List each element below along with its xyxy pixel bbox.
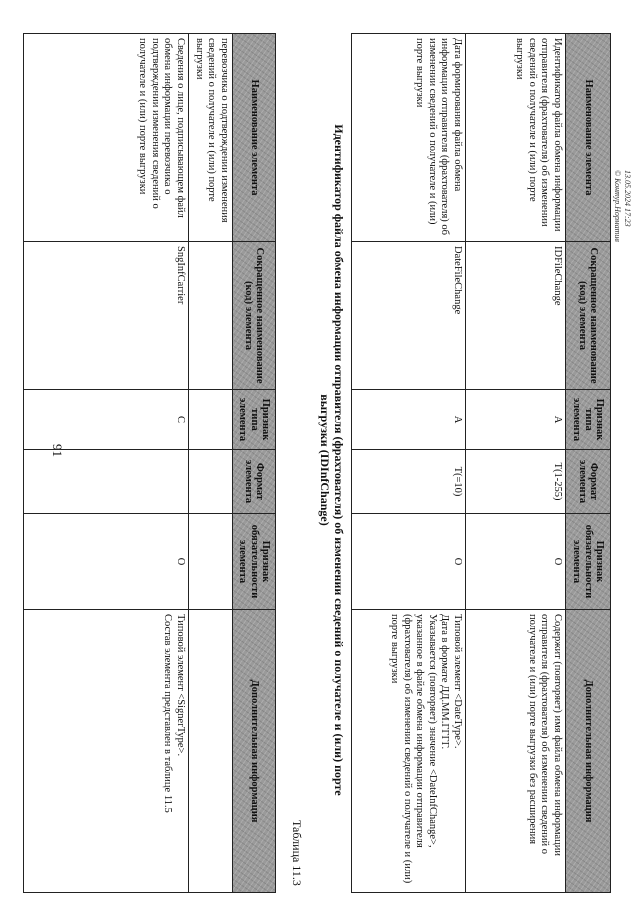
header-format: Формат элемента xyxy=(566,449,610,513)
cell-type: А xyxy=(465,389,565,449)
cell-code: SngInfCarrier xyxy=(23,241,188,389)
cell-format: T(=10) xyxy=(351,449,465,513)
header-type: Признак типа элемента xyxy=(233,389,275,449)
header-info: Дополнительная информация xyxy=(233,609,275,892)
header-code: Сокращенное наименование (код) элемента xyxy=(566,241,610,389)
cell-info: Содержит (повторяет) имя файла обмена информации отправителя (фрахтователя) об изменении сведений о получателе и (или) порте выгрузки без расширения xyxy=(465,609,565,892)
table-row xyxy=(351,34,466,892)
cell-info: Типовой элемент <SignerType>. Состав элемента представлен в таблице 11.5 xyxy=(23,609,188,892)
cell-format: T(1-255) xyxy=(465,449,565,513)
cell-format xyxy=(23,449,188,513)
cell-required xyxy=(188,513,232,609)
header-code: Сокращенное наименование (код) элемента xyxy=(233,241,275,389)
header-required: Признак обязательности элемента xyxy=(566,513,610,609)
cell-code: IDFileChange xyxy=(465,241,565,389)
cell-info xyxy=(188,609,232,892)
cell-type xyxy=(188,389,232,449)
table-row xyxy=(465,34,566,892)
header-name: Наименование элемента xyxy=(233,34,275,241)
cell-name: Сведения о лице, подписывающем файл обмена информации перевозчика о подтверждении изменения сведений о получателе и (или) порте выгрузки xyxy=(137,38,186,218)
header-type: Признак типа элемента xyxy=(566,389,610,449)
header-format: Формат элемента xyxy=(233,449,275,513)
cell-info: Типовой элемент <DateType>. Дата в формате ДД.ММ.ГГГГ. Указывается (повторяет) значение <DateInfChange>, указанное в файле обмена информации отправителя (фрахтователя) об изменении сведений о получателе и (или) порте выгрузки xyxy=(351,609,465,892)
cell-name: Дата формирования файла обмена информации отправителя (фрахтователя) об изменении сведений о получателе и (или) порте выгрузки xyxy=(414,38,463,235)
cell-required: О xyxy=(465,513,565,609)
cell-required: О xyxy=(351,513,465,609)
header-info: Дополнительная информация xyxy=(566,609,610,892)
table-top-header xyxy=(233,34,275,892)
cell-code xyxy=(188,241,232,389)
header-name: Наименование элемента xyxy=(566,34,610,241)
table-title: Идентификатор файла обмена информации отправителя (фрахтователя) об изменении сведений о получателе и (или) порте выгрузки (IDInfChange) xyxy=(318,124,346,796)
cell-name: перевозчика о подтверждении изменения сведений о получателе и (или) порте выгрузки xyxy=(193,38,230,223)
page-number: 91 xyxy=(50,444,65,457)
table-main xyxy=(351,33,611,893)
cell-type: А xyxy=(351,389,465,449)
header-required: Признак обязательности элемента xyxy=(233,513,275,609)
table-main-header xyxy=(566,34,610,892)
table-row xyxy=(188,34,233,892)
cell-name: Идентификатор файла обмена информации отправителя (фрахтователя) об изменении сведений о получателе и (или) порте выгрузки xyxy=(514,38,563,232)
table-label: Таблица 11.3 xyxy=(290,820,304,886)
cell-type: С xyxy=(23,389,188,449)
cell-required: О xyxy=(23,513,188,609)
cell-code: DateFileChange xyxy=(351,241,465,389)
table-top xyxy=(23,33,276,893)
print-stamp: 13.05.2024 17:23 © Контур.Норматив xyxy=(613,170,632,242)
table-row xyxy=(23,34,189,892)
cell-format xyxy=(188,449,232,513)
